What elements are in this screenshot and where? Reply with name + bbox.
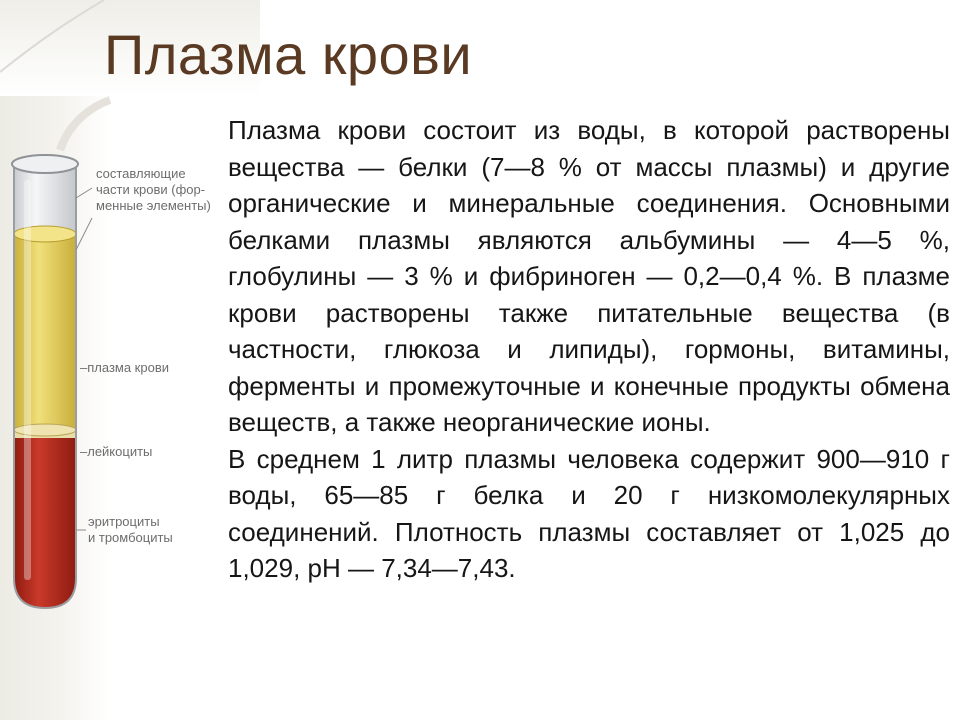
- tube-rim: [12, 155, 78, 173]
- paragraph-composition: Плазма крови состоит из воды, в которой растворены вещества — белки (7—8 % от массы плазмы) и другие органические и минеральные соединения. Основными белками плазмы являются альбумины — 4—5 %, глобулины — 3 % и фибриноген — 0,2—0,4 %. В плазме крови растворены также питательные вещества (в частности, глюкоза и липиды), гормоны, витамины, ферменты и промежуточные и конечные продукты обмена веществ, а также неорганические ионы.: [228, 115, 950, 437]
- tube-empty-glass: [14, 164, 76, 234]
- label-erythrocytes-line-2: и тромбоциты: [88, 530, 173, 545]
- label-erythrocytes: [88, 514, 173, 546]
- tube-plasma-layer: [14, 234, 76, 430]
- paragraph-average-values: В среднем 1 литр плазмы человека содержит 900—910 г воды, 65—85 г белка и 20 г низкомолекулярных соединений. Плотность плазмы составляет от 1,025 до 1,029, pH — 7,34—7,43.: [228, 443, 950, 583]
- label-formed-line-1: составляющие: [96, 166, 186, 181]
- pointer-formed-elements: [76, 188, 92, 198]
- body-text: [228, 112, 950, 587]
- slide-title: Плазма крови: [104, 23, 473, 86]
- tube-erythrocyte-layer: [14, 438, 76, 608]
- plasma-meniscus: [14, 226, 76, 242]
- label-plasma: –плазма крови: [80, 360, 169, 375]
- label-formed-line-2: части крови (фор-: [96, 182, 206, 197]
- pointer-formed-elements-lower: [76, 218, 92, 250]
- label-erythrocytes-line-1: эритроциты: [88, 514, 160, 529]
- label-leukocytes: –лейкоциты: [80, 444, 153, 459]
- leukocyte-meniscus: [14, 424, 76, 436]
- label-formed-line-3: менные элементы): [96, 198, 211, 213]
- label-formed-elements: [96, 166, 211, 214]
- test-tube-figure: [0, 100, 230, 620]
- tube-highlight: [24, 180, 31, 580]
